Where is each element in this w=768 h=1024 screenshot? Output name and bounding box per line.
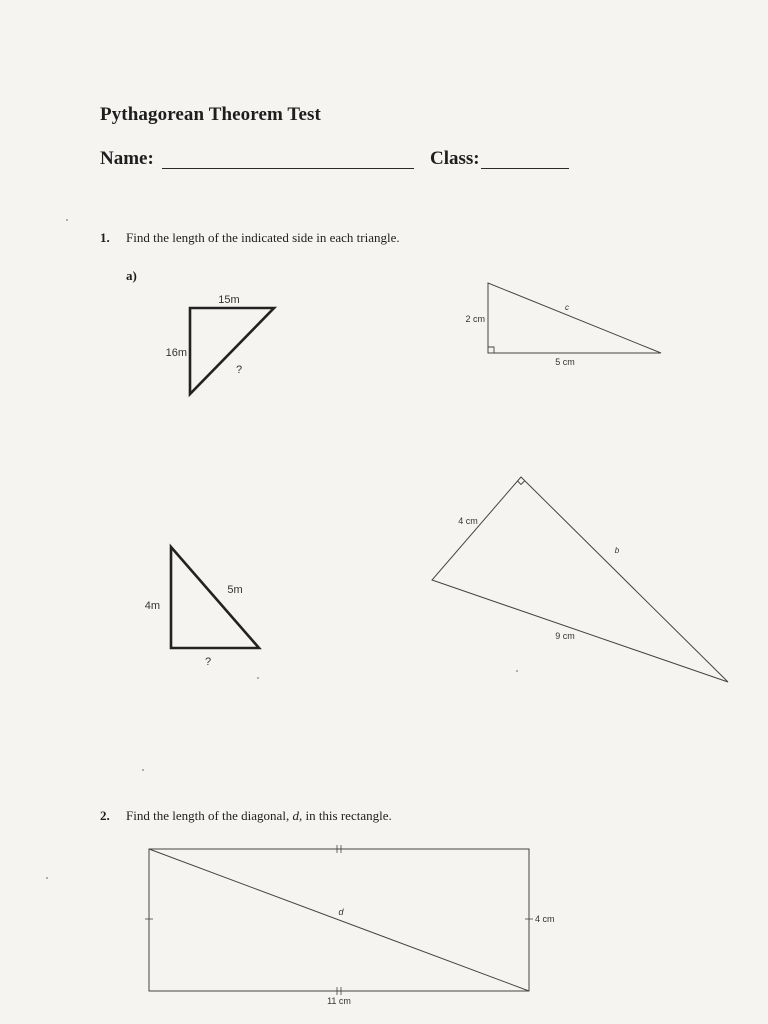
triangle-4 xyxy=(432,477,728,682)
triangle-3-hyp-label: 5m xyxy=(227,584,243,596)
rectangle-diagonal xyxy=(149,849,529,991)
rectangle-diagram xyxy=(145,845,555,1006)
diagonal-label: d xyxy=(338,907,344,917)
rectangle-height-label: 4 cm xyxy=(535,914,555,924)
triangle-2-hyp-label: c xyxy=(565,303,569,312)
question-2-text-variable: d xyxy=(292,808,299,823)
triangle-4-shape xyxy=(432,477,728,682)
scan-speck xyxy=(46,877,48,879)
scan-speck xyxy=(142,769,144,771)
triangle-3-vertical-label: 4m xyxy=(144,600,160,612)
triangle-3 xyxy=(145,547,259,668)
scan-speck xyxy=(257,677,259,679)
triangle-2-shape xyxy=(488,283,661,353)
triangle-3-bottom-label: ? xyxy=(204,656,212,668)
scan-speck xyxy=(516,670,518,672)
question-1-text: Find the length of the indicated side in each triangle. xyxy=(126,230,400,245)
name-label: Name: xyxy=(100,148,154,169)
triangle-2 xyxy=(465,283,661,367)
triangle-2-vertical-label: 2 cm xyxy=(465,314,485,324)
triangle-4-long-leg-label: 9 cm xyxy=(555,631,575,641)
part-a-label: a) xyxy=(126,268,137,283)
triangle-2-horizontal-label: 5 cm xyxy=(555,357,575,367)
triangle-2-right-angle-marker xyxy=(488,347,494,353)
question-2-number: 2. xyxy=(100,808,110,823)
triangle-1 xyxy=(166,294,274,394)
triangle-1-shape xyxy=(190,308,274,394)
triangle-1-hyp-label: ? xyxy=(235,364,243,376)
scan-speck xyxy=(66,219,68,221)
question-2-text-after: , in this rectangle. xyxy=(298,808,392,823)
question-2-text-before: Find the length of the diagonal, xyxy=(126,808,293,823)
triangle-4-right-angle-marker xyxy=(518,481,525,485)
rectangle-width-label: 11 cm xyxy=(327,996,351,1006)
class-label: Class: xyxy=(430,148,480,169)
triangle-4-short-leg-label: 4 cm xyxy=(458,516,478,526)
triangle-1-left-label: 16m xyxy=(165,347,187,359)
triangle-4-hyp-label: b xyxy=(614,546,620,555)
question-1-number: 1. xyxy=(100,230,110,245)
triangle-3-shape xyxy=(171,547,259,648)
triangle-1-top-label: 15m xyxy=(218,294,240,306)
page-title: Pythagorean Theorem Test xyxy=(100,104,321,125)
